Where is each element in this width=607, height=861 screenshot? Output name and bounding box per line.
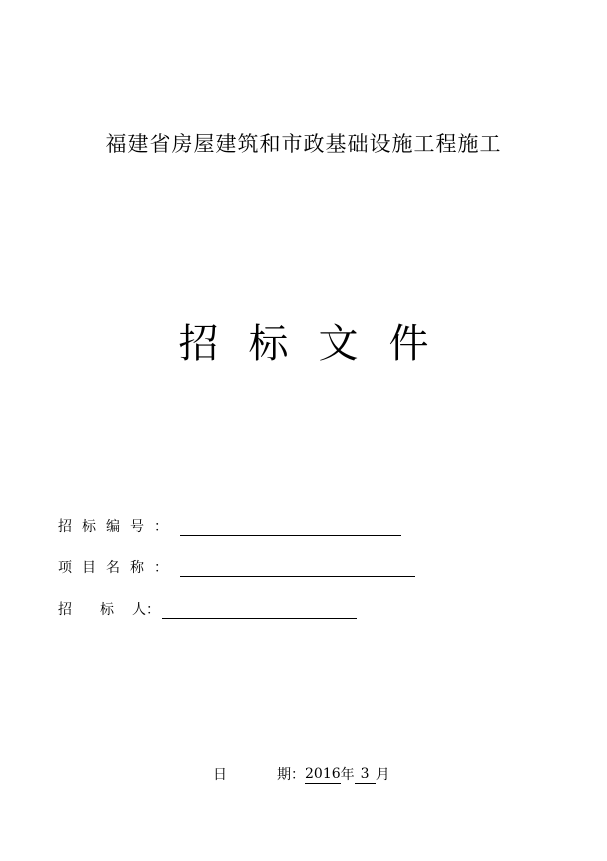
tenderer-blank — [162, 602, 357, 619]
date-label-part-1: 日 — [213, 767, 227, 783]
bid-number-field — [58, 514, 401, 536]
tenderer-field — [58, 597, 357, 619]
document-heading: 福建省房屋建筑和市政基础设施工程施工 — [105, 132, 502, 156]
date-month-unit: 月 — [375, 767, 390, 783]
tenderer-label-part-1: 招 — [58, 602, 72, 618]
date-year-unit: 年 — [340, 767, 355, 783]
date-year: 2016 — [305, 766, 341, 782]
bid-number-blank — [180, 519, 401, 536]
date-label-part-2: 期： — [277, 767, 305, 783]
project-name-blank — [180, 560, 415, 577]
project-name-label: 项目名称： — [58, 560, 178, 576]
tenderer-label-part-2: 标 — [100, 602, 114, 618]
date-line — [213, 765, 390, 784]
date-month: 3 — [355, 765, 376, 784]
bid-number-label: 招标编号： — [58, 519, 178, 535]
document-title: 招标文件 — [178, 321, 459, 367]
tenderer-label-part-3: 人： — [132, 602, 160, 618]
project-name-field — [58, 555, 415, 577]
